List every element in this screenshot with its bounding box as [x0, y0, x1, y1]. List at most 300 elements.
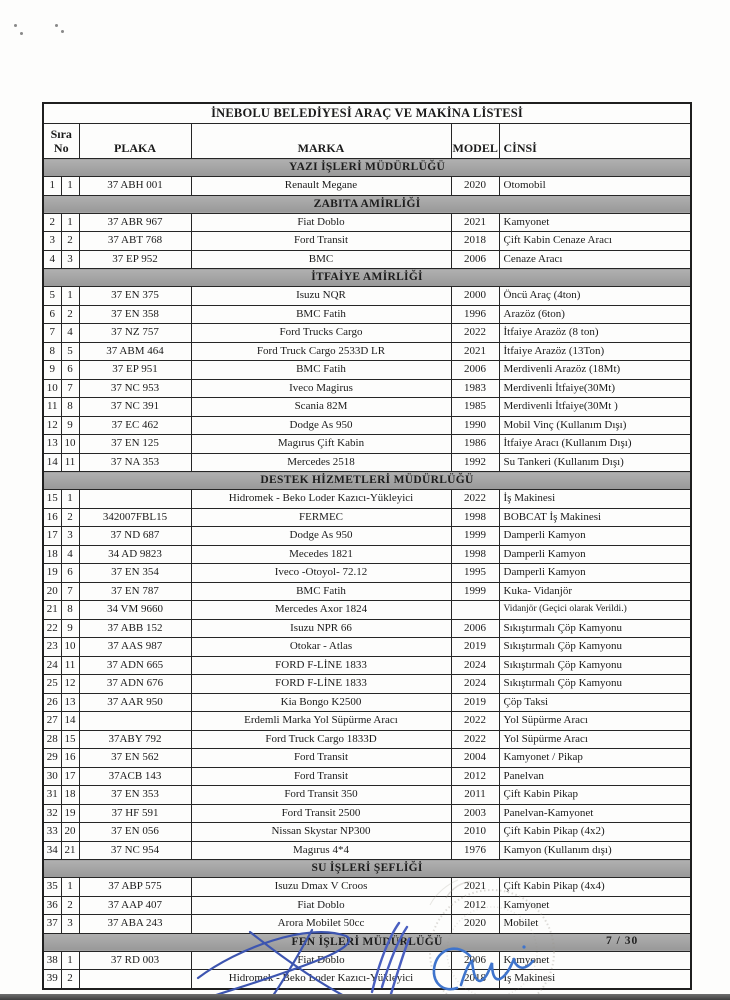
cell-marka: Mecedes 1821	[191, 545, 451, 564]
cell-cinsi: BOBCAT İş Makinesi	[499, 508, 691, 527]
table-row	[43, 951, 691, 970]
table-row	[43, 656, 691, 675]
cell-marka: Ford Transit	[191, 749, 451, 768]
cell-no: 2	[61, 232, 79, 251]
table-row	[43, 398, 691, 417]
cell-model: 2010	[451, 823, 499, 842]
cell-sira: 13	[43, 435, 61, 454]
cell-cinsi: Panelvan-Kamyonet	[499, 804, 691, 823]
cell-marka: Dodge As 950	[191, 416, 451, 435]
table-row	[43, 435, 691, 454]
cell-cinsi: Yol Süpürme Aracı	[499, 730, 691, 749]
cell-model: 2006	[451, 951, 499, 970]
cell-plaka	[79, 970, 191, 989]
table-row	[43, 342, 691, 361]
cell-model: 2011	[451, 786, 499, 805]
cell-no: 15	[61, 730, 79, 749]
cell-cinsi: İş Makinesi	[499, 490, 691, 509]
cell-sira: 20	[43, 582, 61, 601]
cell-no: 13	[61, 693, 79, 712]
cell-marka: BMC Fatih	[191, 582, 451, 601]
cell-sira: 5	[43, 287, 61, 306]
column-header-plaka: PLAKA	[79, 124, 191, 159]
table-row	[43, 675, 691, 694]
cell-plaka: 37 RD 003	[79, 951, 191, 970]
section-header-row	[43, 933, 691, 951]
cell-model: 2021	[451, 213, 499, 232]
cell-marka: Scania 82M	[191, 398, 451, 417]
cell-no: 9	[61, 416, 79, 435]
cell-no: 14	[61, 712, 79, 731]
cell-plaka: 37 HF 591	[79, 804, 191, 823]
cell-sira: 23	[43, 638, 61, 657]
section-header-label: YAZI İŞLERİ MÜDÜRLÜĞÜ	[43, 159, 691, 177]
table-row	[43, 232, 691, 251]
cell-no: 7	[61, 582, 79, 601]
table-row	[43, 767, 691, 786]
cell-sira: 37	[43, 915, 61, 934]
cell-cinsi: Su Tankeri (Kullanım Dışı)	[499, 453, 691, 472]
cell-marka: Ford Transit	[191, 767, 451, 786]
cell-cinsi: Çift Kabin Pikap	[499, 786, 691, 805]
cell-plaka	[79, 712, 191, 731]
cell-model: 1998	[451, 545, 499, 564]
cell-sira: 24	[43, 656, 61, 675]
cell-model: 2020	[451, 177, 499, 196]
cell-model: 1995	[451, 564, 499, 583]
cell-model: 2019	[451, 638, 499, 657]
cell-cinsi: İtfaiye Aracı (Kullanım Dışı)	[499, 435, 691, 454]
cell-no: 11	[61, 453, 79, 472]
cell-no: 20	[61, 823, 79, 842]
cell-plaka: 37 EN 056	[79, 823, 191, 842]
cell-no: 12	[61, 675, 79, 694]
cell-sira: 29	[43, 749, 61, 768]
cell-no: 1	[61, 490, 79, 509]
cell-model: 2004	[451, 749, 499, 768]
cell-model: 1999	[451, 527, 499, 546]
cell-marka: Ford Truck Cargo 1833D	[191, 730, 451, 749]
cell-plaka: 37 EP 952	[79, 250, 191, 269]
cell-plaka: 37 EN 787	[79, 582, 191, 601]
cell-no: 4	[61, 545, 79, 564]
cell-plaka: 37 ABB 152	[79, 619, 191, 638]
cell-sira: 39	[43, 970, 61, 989]
cell-model: 1985	[451, 398, 499, 417]
table-row	[43, 693, 691, 712]
table-row	[43, 545, 691, 564]
cell-no: 8	[61, 601, 79, 620]
cell-sira: 31	[43, 786, 61, 805]
cell-model: 2021	[451, 878, 499, 897]
cell-marka: Ford Transit	[191, 232, 451, 251]
cell-model: 2018	[451, 232, 499, 251]
cell-no: 3	[61, 250, 79, 269]
scan-speck	[55, 24, 58, 27]
table-row	[43, 896, 691, 915]
cell-marka: Fiat Doblo	[191, 213, 451, 232]
cell-plaka: 37 ABH 001	[79, 177, 191, 196]
cell-cinsi: Kamyonet / Pikap	[499, 749, 691, 768]
cell-marka: BMC	[191, 250, 451, 269]
cell-no: 1	[61, 287, 79, 306]
table-row	[43, 177, 691, 196]
section-header-row	[43, 860, 691, 878]
column-header-marka: MARKA	[191, 124, 451, 159]
cell-cinsi: Damperli Kamyon	[499, 545, 691, 564]
cell-marka: Hidromek - Beko Loder Kazıcı-Yükleyici	[191, 970, 451, 989]
cell-marka: Ford Transit 2500	[191, 804, 451, 823]
cell-sira: 7	[43, 324, 61, 343]
cell-cinsi: Çift Kabin Pikap (4x2)	[499, 823, 691, 842]
cell-marka: Isuzu Dmax V Croos	[191, 878, 451, 897]
cell-marka: FORD F-LİNE 1833	[191, 656, 451, 675]
cell-model: 2020	[451, 915, 499, 934]
table-row	[43, 804, 691, 823]
section-header-row	[43, 159, 691, 177]
cell-model: 2024	[451, 675, 499, 694]
table-title-row	[43, 103, 691, 124]
column-header-no: No	[53, 140, 69, 155]
cell-sira: 38	[43, 951, 61, 970]
cell-sira: 2	[43, 213, 61, 232]
cell-plaka: 37ABY 792	[79, 730, 191, 749]
section-header-row	[43, 472, 691, 490]
cell-cinsi: Damperli Kamyon	[499, 527, 691, 546]
cell-plaka: 37 EP 951	[79, 361, 191, 380]
cell-plaka: 34 AD 9823	[79, 545, 191, 564]
table-row	[43, 749, 691, 768]
cell-cinsi: Arazöz (6ton)	[499, 305, 691, 324]
cell-marka: Ford Trucks Cargo	[191, 324, 451, 343]
cell-no: 8	[61, 398, 79, 417]
cell-plaka: 37 ABP 575	[79, 878, 191, 897]
table-row	[43, 305, 691, 324]
cell-cinsi: Sıkıştırmalı Çöp Kamyonu	[499, 675, 691, 694]
cell-marka: FORD F-LİNE 1833	[191, 675, 451, 694]
cell-marka: BMC Fatih	[191, 305, 451, 324]
cell-sira: 26	[43, 693, 61, 712]
table-row	[43, 786, 691, 805]
cell-sira: 25	[43, 675, 61, 694]
table-row	[43, 878, 691, 897]
cell-sira: 10	[43, 379, 61, 398]
cell-cinsi: Kuka- Vidanjör	[499, 582, 691, 601]
cell-cinsi: Çöp Taksi	[499, 693, 691, 712]
column-header-cinsi: CİNSİ	[499, 124, 691, 159]
cell-cinsi: Merdivenli İtfaiye(30Mt )	[499, 398, 691, 417]
section-header-label: ZABITA AMİRLİĞİ	[43, 195, 691, 213]
cell-plaka: 37 EN 562	[79, 749, 191, 768]
cell-marka: Iveco -Otoyol- 72.12	[191, 564, 451, 583]
table-row	[43, 841, 691, 860]
cell-cinsi: Kamyonet	[499, 213, 691, 232]
vehicle-list-table	[42, 102, 692, 990]
cell-no: 5	[61, 342, 79, 361]
scan-speck	[20, 32, 23, 35]
cell-plaka: 37 EN 358	[79, 305, 191, 324]
table-title: İNEBOLU BELEDİYESİ ARAÇ VE MAKİNA LİSTESİ	[43, 103, 691, 124]
cell-plaka: 37 NC 954	[79, 841, 191, 860]
scan-speck	[61, 30, 64, 33]
cell-plaka: 37 EN 125	[79, 435, 191, 454]
cell-sira: 19	[43, 564, 61, 583]
cell-plaka: 37 ABT 768	[79, 232, 191, 251]
cell-model: 2012	[451, 896, 499, 915]
cell-no: 2	[61, 970, 79, 989]
cell-cinsi: Kamyonet	[499, 896, 691, 915]
cell-plaka: 37 AAP 407	[79, 896, 191, 915]
cell-cinsi: Çift Kabin Pikap (4x4)	[499, 878, 691, 897]
cell-marka: Iveco Magirus	[191, 379, 451, 398]
cell-sira: 18	[43, 545, 61, 564]
section-header-label: DESTEK HİZMETLERİ MÜDÜRLÜĞÜ	[43, 472, 691, 490]
cell-sira: 15	[43, 490, 61, 509]
cell-model	[451, 601, 499, 620]
cell-model: 1983	[451, 379, 499, 398]
cell-no: 6	[61, 564, 79, 583]
table-row	[43, 582, 691, 601]
cell-cinsi: İtfaiye Arazöz (8 ton)	[499, 324, 691, 343]
table-row	[43, 527, 691, 546]
table-row	[43, 638, 691, 657]
cell-marka: Erdemli Marka Yol Süpürme Aracı	[191, 712, 451, 731]
table-row	[43, 712, 691, 731]
cell-cinsi: Vidanjör (Geçici olarak Verildi.)	[499, 601, 691, 620]
table-row	[43, 361, 691, 380]
table-row	[43, 324, 691, 343]
cell-marka: Ford Transit 350	[191, 786, 451, 805]
table-row	[43, 416, 691, 435]
cell-no: 7	[61, 379, 79, 398]
table-row	[43, 619, 691, 638]
cell-no: 2	[61, 305, 79, 324]
cell-marka: Magırus 4*4	[191, 841, 451, 860]
cell-sira: 14	[43, 453, 61, 472]
cell-sira: 36	[43, 896, 61, 915]
cell-plaka: 37 EN 375	[79, 287, 191, 306]
cell-cinsi: Merdivenli İtfaiye(30Mt)	[499, 379, 691, 398]
cell-marka: Magırus Çift Kabin	[191, 435, 451, 454]
cell-sira: 27	[43, 712, 61, 731]
cell-cinsi: Cenaze Aracı	[499, 250, 691, 269]
table-row	[43, 287, 691, 306]
cell-model: 2021	[451, 342, 499, 361]
cell-model: 2019	[451, 693, 499, 712]
cell-marka: Fiat Doblo	[191, 951, 451, 970]
cell-sira: 11	[43, 398, 61, 417]
cell-sira: 21	[43, 601, 61, 620]
cell-model: 2018	[451, 970, 499, 989]
page-number: 7 / 30	[606, 935, 639, 947]
cell-plaka: 37 NA 353	[79, 453, 191, 472]
cell-no: 11	[61, 656, 79, 675]
cell-model: 2012	[451, 767, 499, 786]
table-row	[43, 823, 691, 842]
table-row	[43, 564, 691, 583]
cell-no: 10	[61, 638, 79, 657]
cell-cinsi: Sıkıştırmalı Çöp Kamyonu	[499, 656, 691, 675]
table-row	[43, 490, 691, 509]
section-header-label: İTFAİYE AMİRLİĞİ	[43, 269, 691, 287]
cell-no: 3	[61, 527, 79, 546]
cell-marka: Dodge As 950	[191, 527, 451, 546]
cell-model: 2006	[451, 619, 499, 638]
cell-cinsi: İş Makinesi	[499, 970, 691, 989]
cell-no: 6	[61, 361, 79, 380]
cell-plaka: 37 ADN 676	[79, 675, 191, 694]
cell-cinsi: Otomobil	[499, 177, 691, 196]
cell-model: 1992	[451, 453, 499, 472]
table-row	[43, 730, 691, 749]
cell-no: 18	[61, 786, 79, 805]
cell-plaka: 37 ND 687	[79, 527, 191, 546]
cell-sira: 3	[43, 232, 61, 251]
cell-no: 1	[61, 177, 79, 196]
cell-sira: 32	[43, 804, 61, 823]
cell-no: 2	[61, 508, 79, 527]
scan-speck	[14, 24, 17, 27]
section-header-row	[43, 195, 691, 213]
cell-no: 21	[61, 841, 79, 860]
cell-model: 2022	[451, 324, 499, 343]
cell-marka: FERMEC	[191, 508, 451, 527]
column-header-sira: Sıra	[50, 126, 72, 141]
table-row	[43, 915, 691, 934]
cell-plaka: 37 ABR 967	[79, 213, 191, 232]
cell-plaka: 37 EN 353	[79, 786, 191, 805]
table-row	[43, 453, 691, 472]
cell-model: 2022	[451, 490, 499, 509]
section-header-label: SU İŞLERİ ŞEFLİĞİ	[43, 860, 691, 878]
cell-sira: 8	[43, 342, 61, 361]
cell-marka: Renault Megane	[191, 177, 451, 196]
table-header-row	[43, 124, 691, 159]
cell-plaka: 37 NC 953	[79, 379, 191, 398]
section-header-row	[43, 269, 691, 287]
table-row	[43, 213, 691, 232]
cell-cinsi: Yol Süpürme Aracı	[499, 712, 691, 731]
cell-cinsi: Mobil Vinç (Kullanım Dışı)	[499, 416, 691, 435]
cell-marka: Mercedes 2518	[191, 453, 451, 472]
table-row	[43, 508, 691, 527]
cell-sira: 4	[43, 250, 61, 269]
cell-model: 1996	[451, 305, 499, 324]
cell-no: 9	[61, 619, 79, 638]
cell-plaka: 37 ADN 665	[79, 656, 191, 675]
column-header-sira-no	[43, 124, 79, 159]
cell-no: 1	[61, 951, 79, 970]
cell-sira: 9	[43, 361, 61, 380]
section-header-label: FEN İŞLERİ MÜDÜRLÜĞÜ	[43, 933, 691, 951]
cell-cinsi: Kamyon (Kullanım dışı)	[499, 841, 691, 860]
cell-cinsi: Öncü Araç (4ton)	[499, 287, 691, 306]
cell-model: 2006	[451, 250, 499, 269]
cell-cinsi: Sıkıştırmalı Çöp Kamyonu	[499, 638, 691, 657]
table-row	[43, 970, 691, 989]
cell-sira: 34	[43, 841, 61, 860]
cell-cinsi: İtfaiye Arazöz (13Ton)	[499, 342, 691, 361]
cell-no: 17	[61, 767, 79, 786]
cell-no: 19	[61, 804, 79, 823]
cell-no: 2	[61, 896, 79, 915]
cell-model: 1998	[451, 508, 499, 527]
cell-no: 10	[61, 435, 79, 454]
cell-plaka: 37 ABA 243	[79, 915, 191, 934]
cell-plaka: 37 EC 462	[79, 416, 191, 435]
cell-model: 1999	[451, 582, 499, 601]
cell-model: 2022	[451, 730, 499, 749]
cell-marka: Nissan Skystar NP300	[191, 823, 451, 842]
cell-plaka: 37 ABM 464	[79, 342, 191, 361]
cell-marka: Isuzu NQR	[191, 287, 451, 306]
cell-sira: 22	[43, 619, 61, 638]
cell-sira: 28	[43, 730, 61, 749]
cell-sira: 33	[43, 823, 61, 842]
cell-marka: BMC Fatih	[191, 361, 451, 380]
cell-model: 2022	[451, 712, 499, 731]
cell-sira: 30	[43, 767, 61, 786]
column-header-model: MODEL	[451, 124, 499, 159]
cell-cinsi: Sıkıştırmalı Çöp Kamyonu	[499, 619, 691, 638]
cell-model: 1976	[451, 841, 499, 860]
cell-marka: Kia Bongo K2500	[191, 693, 451, 712]
cell-model: 2003	[451, 804, 499, 823]
cell-cinsi: Kamyonet	[499, 951, 691, 970]
table-row	[43, 601, 691, 620]
cell-plaka: 37 AAS 987	[79, 638, 191, 657]
cell-marka: Fiat Doblo	[191, 896, 451, 915]
cell-model: 2006	[451, 361, 499, 380]
cell-model: 2024	[451, 656, 499, 675]
cell-marka: Otokar - Atlas	[191, 638, 451, 657]
cell-sira: 12	[43, 416, 61, 435]
cell-plaka: 34 VM 9660	[79, 601, 191, 620]
cell-model: 1986	[451, 435, 499, 454]
cell-marka: Mercedes Axor 1824	[191, 601, 451, 620]
cell-cinsi: Damperli Kamyon	[499, 564, 691, 583]
cell-sira: 16	[43, 508, 61, 527]
cell-no: 16	[61, 749, 79, 768]
cell-plaka: 37ACB 143	[79, 767, 191, 786]
cell-sira: 35	[43, 878, 61, 897]
cell-sira: 17	[43, 527, 61, 546]
cell-no: 1	[61, 878, 79, 897]
cell-no: 3	[61, 915, 79, 934]
cell-cinsi: Mobilet	[499, 915, 691, 934]
cell-cinsi: Merdivenli Arazöz (18Mt)	[499, 361, 691, 380]
cell-no: 1	[61, 213, 79, 232]
cell-marka: Hidromek - Beko Loder Kazıcı-Yükleyici	[191, 490, 451, 509]
cell-no: 4	[61, 324, 79, 343]
cell-plaka: 37 AAR 950	[79, 693, 191, 712]
cell-plaka	[79, 490, 191, 509]
cell-marka: Ford Truck Cargo 2533D LR	[191, 342, 451, 361]
table-row	[43, 250, 691, 269]
cell-marka: Arora Mobilet 50cc	[191, 915, 451, 934]
cell-plaka: 37 EN 354	[79, 564, 191, 583]
cell-sira: 6	[43, 305, 61, 324]
cell-marka: Isuzu NPR 66	[191, 619, 451, 638]
cell-sira: 1	[43, 177, 61, 196]
table-row	[43, 379, 691, 398]
cell-plaka: 37 NC 391	[79, 398, 191, 417]
cell-model: 1990	[451, 416, 499, 435]
cell-model: 2000	[451, 287, 499, 306]
cell-cinsi: Çift Kabin Cenaze Aracı	[499, 232, 691, 251]
cell-plaka: 342007FBL15	[79, 508, 191, 527]
scan-bottom-edge	[0, 994, 730, 1000]
